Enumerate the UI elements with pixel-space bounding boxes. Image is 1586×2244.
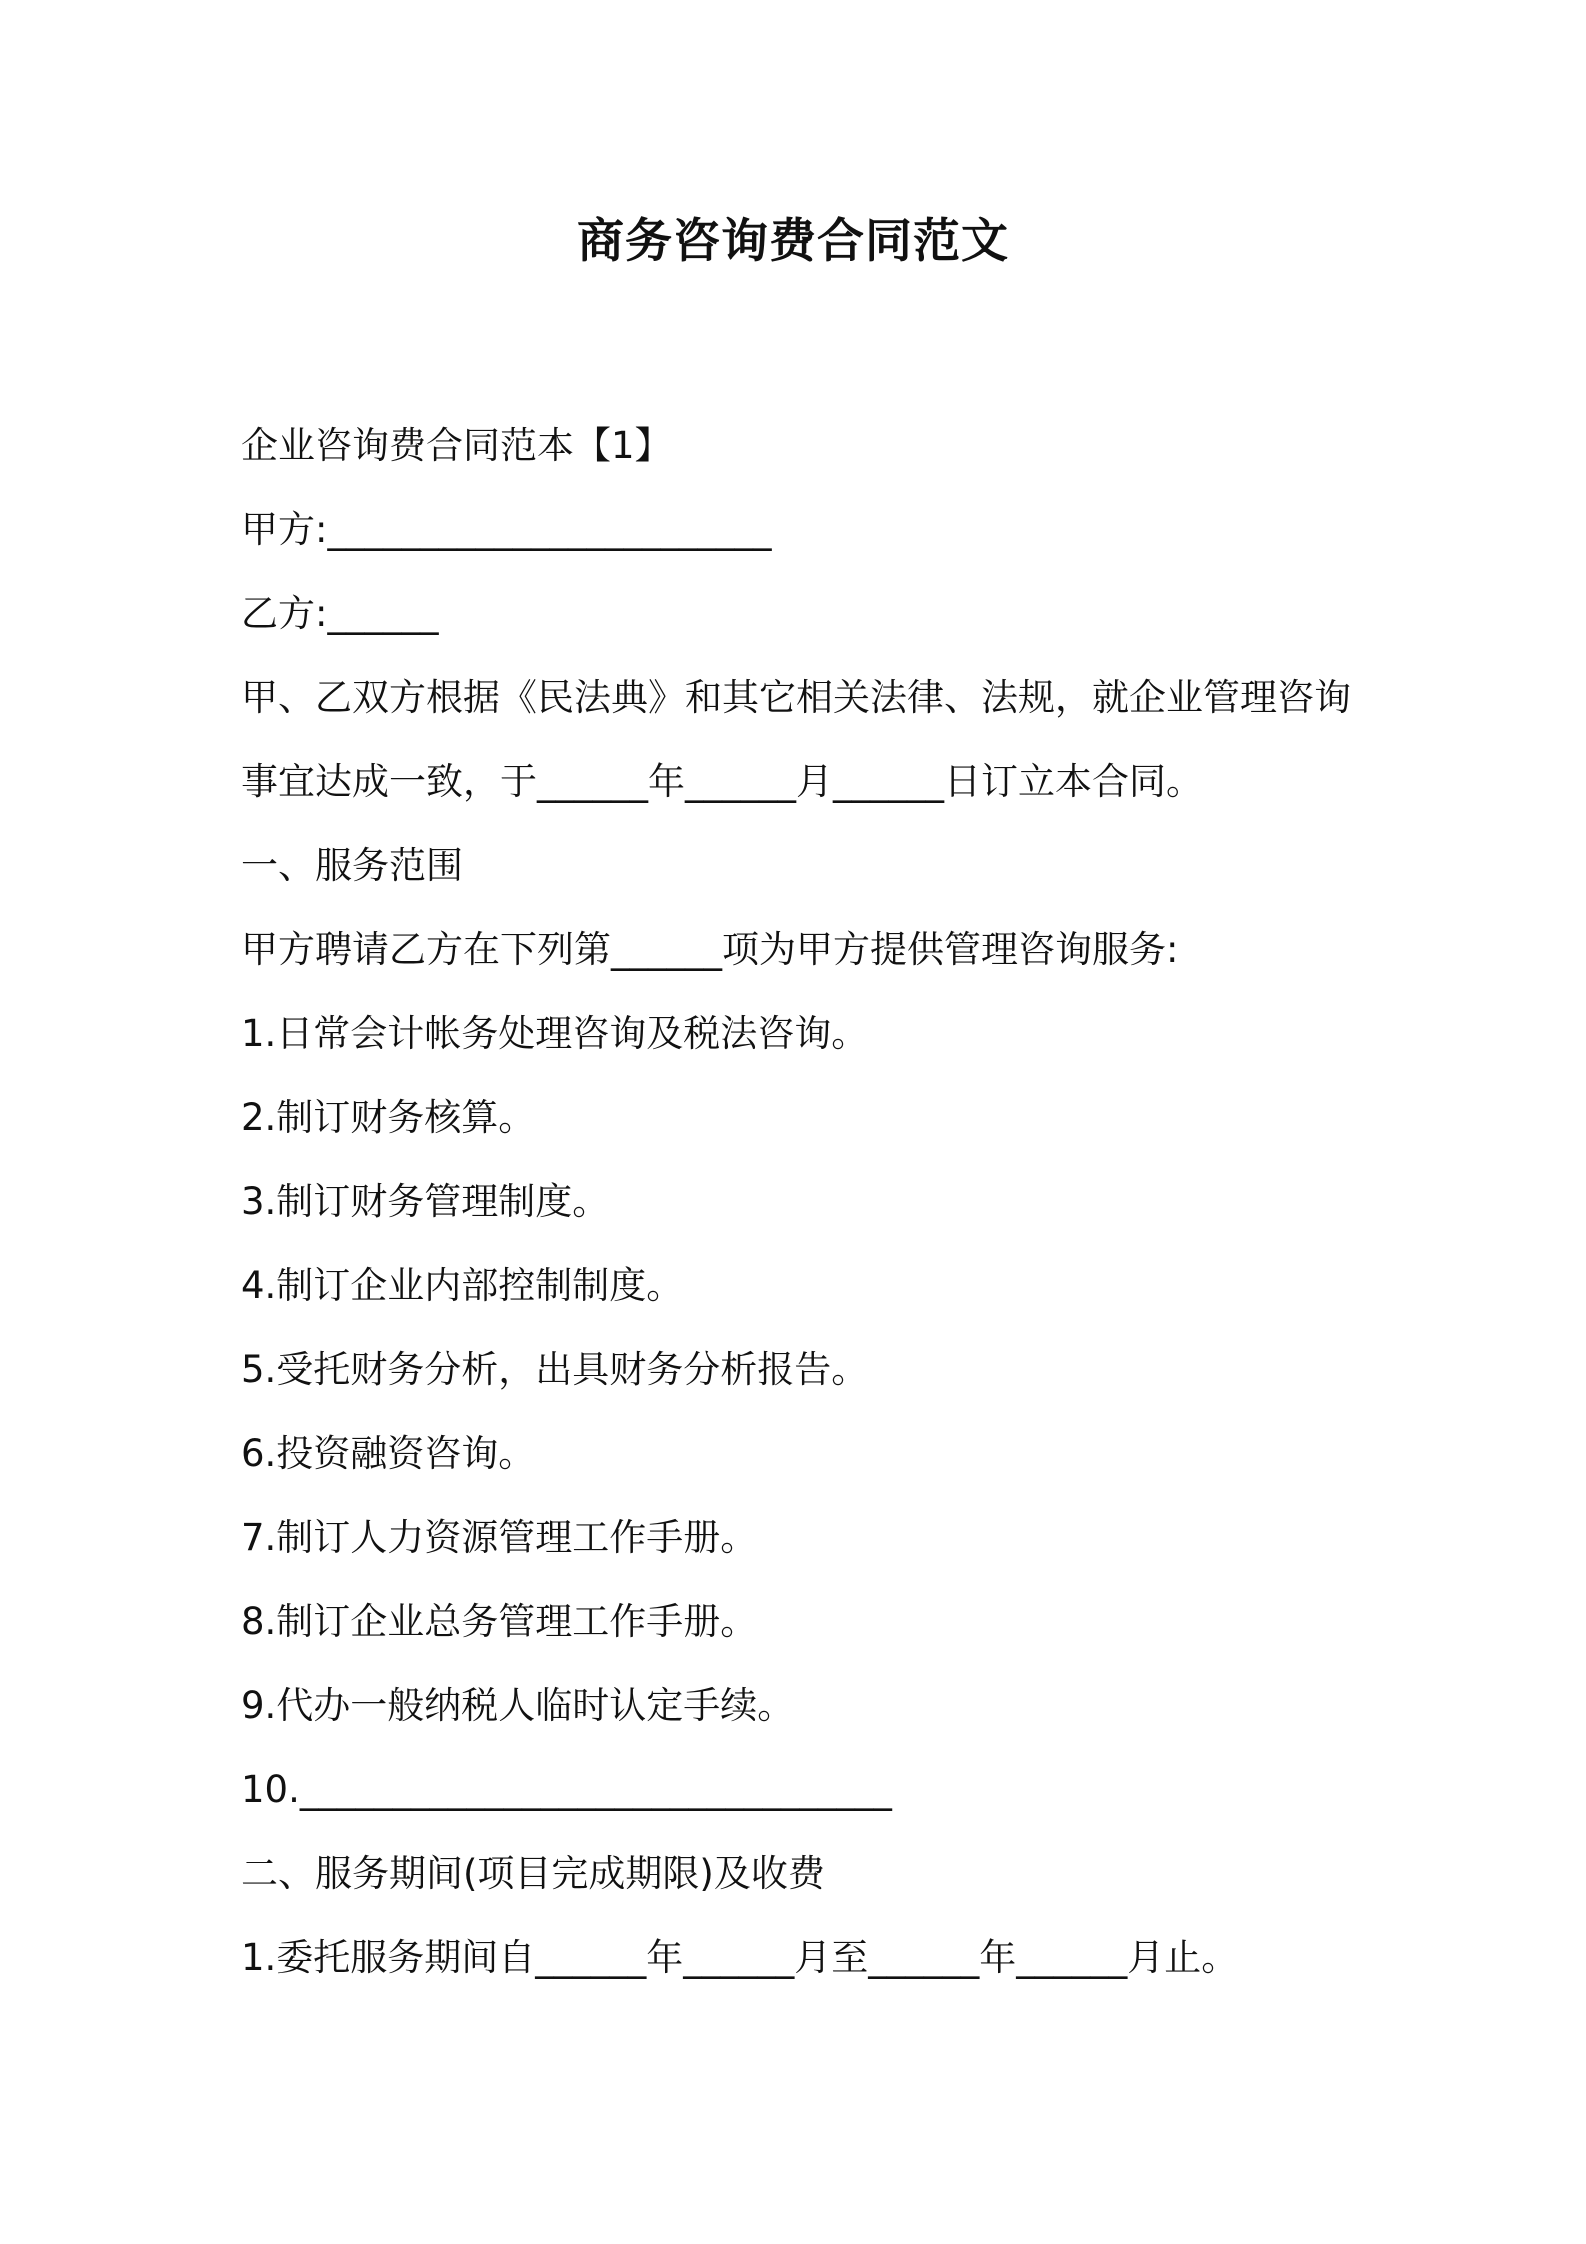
service-item-4: 4.制订企业内部控制制度。: [241, 1264, 684, 1307]
service-item-8: 8.制订企业总务管理工作手册。: [241, 1600, 758, 1643]
service-item-2: 2.制订财务核算。: [241, 1096, 536, 1139]
preamble-line-1: 甲、乙双方根据《民法典》和其它相关法律、法规，就企业管理咨询: [241, 676, 1351, 719]
service-period-line-1: 1.委托服务期间自______年______月至______年______月止。: [241, 1936, 1239, 1979]
section-heading-service-period: 二、服务期间(项目完成期限)及收费: [241, 1852, 825, 1895]
section-heading-service-scope: 一、服务范围: [241, 844, 463, 887]
section-heading-sample-1: 企业咨询费合同范本【1】: [241, 424, 672, 467]
party-a-line: 甲方:________________________: [241, 508, 772, 551]
document-body: [241, 404, 1361, 2000]
service-item-7: 7.制订人力资源管理工作手册。: [241, 1516, 758, 1559]
party-b-line: 乙方:______: [241, 592, 439, 635]
service-item-5: 5.受托财务分析，出具财务分析报告。: [241, 1348, 869, 1391]
service-scope-intro: 甲方聘请乙方在下列第______项为甲方提供管理咨询服务:: [241, 928, 1179, 971]
document-title: 商务咨询费合同范文: [577, 214, 1009, 269]
service-item-1: 1.日常会计帐务处理咨询及税法咨询。: [241, 1012, 869, 1055]
service-item-10: 10.________________________________: [241, 1768, 892, 1811]
service-item-3: 3.制订财务管理制度。: [241, 1180, 610, 1223]
service-item-6: 6.投资融资咨询。: [241, 1432, 536, 1475]
service-item-9: 9.代办一般纳税人临时认定手续。: [241, 1684, 795, 1727]
preamble-line-2: 事宜达成一致，于______年______月______日订立本合同。: [241, 760, 1203, 803]
